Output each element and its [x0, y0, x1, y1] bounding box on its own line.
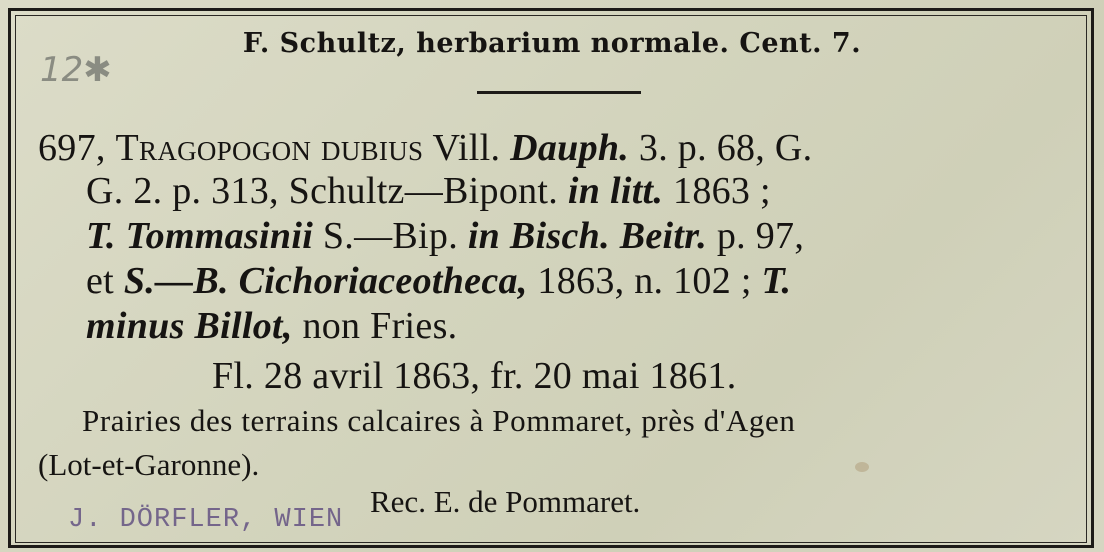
entry-line-5 [86, 304, 457, 348]
entry-line-3 [86, 214, 804, 258]
paper-stain [855, 462, 869, 472]
reference-text: et [86, 260, 124, 302]
reference-title: Dauph. [510, 127, 630, 169]
dorfler-stamp: J. DÖRFLER, WIEN [68, 505, 344, 535]
synonym-name: T. [761, 260, 792, 302]
reference-detail: 3. p. 68, G. [629, 127, 813, 169]
entry-line-1 [38, 126, 812, 170]
synonym-name: T. Tommasinii [86, 215, 314, 257]
reference-text: 1863 ; [663, 170, 771, 212]
header-divider [477, 91, 641, 94]
taxon-name: Tragopogon dubius [115, 127, 424, 169]
collector-line: Rec. E. de Pommaret. [370, 484, 641, 519]
locality-region: (Lot-et-Garonne). [38, 447, 260, 482]
reference-text: p. 97, [707, 215, 805, 257]
entry-line-2 [86, 169, 771, 213]
label-header: F. Schultz, herbarium normale. Cent. 7. [242, 28, 862, 59]
reference-text: non Fries. [292, 305, 458, 347]
synonym-name: minus Billot, [86, 305, 293, 347]
taxon-author: Vill. [423, 127, 511, 169]
entry-line-4 [86, 259, 791, 303]
phenology-dates: Fl. 28 avril 1863, fr. 20 mai 1861. [212, 355, 737, 397]
reference-text: 1863, n. 102 ; [527, 260, 762, 302]
synonym-author: S.—Bip. [313, 215, 468, 257]
entry-number: 697, [38, 127, 116, 169]
reference-text: G. 2. p. 313, Schultz—Bipont. [86, 170, 568, 212]
reference-italic: in litt. [567, 170, 664, 212]
reference-italic: in Bisch. Beitr. [467, 215, 708, 257]
reference-italic: S.—B. Cichoriaceotheca, [123, 260, 528, 302]
pencil-annotation: 12✱ [40, 50, 112, 90]
locality-line: Prairies des terrains calcaires à Pommaret, près d'Agen [82, 403, 796, 438]
